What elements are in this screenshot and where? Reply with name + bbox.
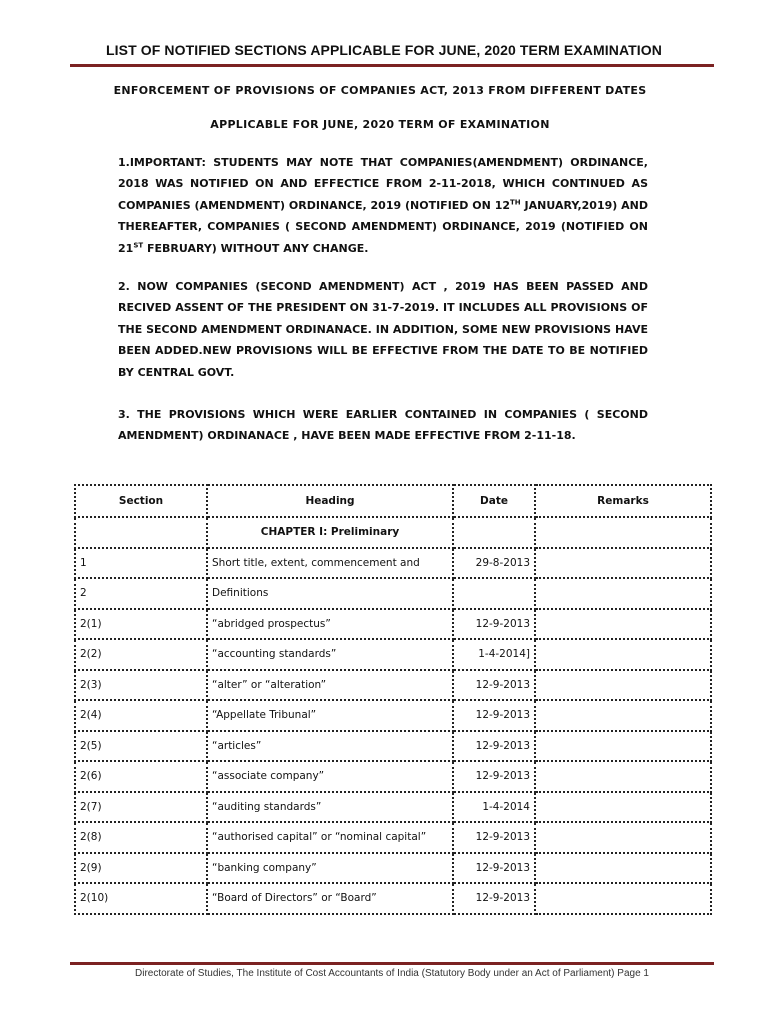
provisions-effective-paragraph: 3. THE PROVISIONS WHICH WERE EARLIER CONTAINED IN COMPANIES ( SECOND AMENDMENT) ORDINANACE , HAVE BEEN MADE EFFECTIVE FROM 2-11-18. <box>118 408 648 443</box>
date-cell: 12-9-2013 <box>453 700 535 731</box>
remarks-cell <box>535 792 711 823</box>
heading-cell: “Board of Directors” or “Board” <box>207 883 453 914</box>
date-cell: 29-8-2013 <box>453 548 535 579</box>
section-cell: 2(6) <box>75 761 207 792</box>
chapter-date-cell <box>453 517 535 548</box>
table-row <box>75 639 711 670</box>
column-header-section: Section <box>75 485 207 517</box>
page-footer: Directorate of Studies, The Institute of Cost Accountants of India (Statutory Body under an Act of Parliament) Page 1 <box>135 968 649 979</box>
section-cell: 2(7) <box>75 792 207 823</box>
second-amendment-paragraph: 2. NOW COMPANIES (SECOND AMENDMENT) ACT , 2019 HAS BEEN PASSED AND RECIVED ASSENT OF THE PRESIDENT ON 31-7-2019. IT INCLUDES ALL PROVISIONS OF THE SECOND AMENDMENT ORDINANACE. IN ADDITION, SOME NEW PROVISIONS HAVE BEEN ADDED.NEW PROVISIONS WILL BE EFFECTIVE FROM THE DATE TO BE NOTIFIED BY CENTRAL GOVT. <box>118 280 648 379</box>
table-row <box>75 578 711 609</box>
table-row <box>75 548 711 579</box>
date-cell: 12-9-2013 <box>453 731 535 762</box>
page-title: LIST OF NOTIFIED SECTIONS APPLICABLE FOR JUNE, 2020 TERM EXAMINATION <box>106 42 662 58</box>
section-cell: 2(8) <box>75 822 207 853</box>
remarks-cell <box>535 761 711 792</box>
para1-superscript-st: ST <box>133 240 144 249</box>
chapter-heading: CHAPTER I: Preliminary <box>207 517 453 548</box>
important-note-paragraph <box>118 152 648 259</box>
remarks-cell <box>535 822 711 853</box>
table-row <box>75 792 711 823</box>
date-cell: 1-4-2014] <box>453 639 535 670</box>
table-row <box>75 731 711 762</box>
remarks-cell <box>535 548 711 579</box>
heading-cell: “articles” <box>207 731 453 762</box>
table-row <box>75 883 711 914</box>
section-cell: 2(5) <box>75 731 207 762</box>
footer-divider <box>70 962 714 965</box>
column-header-heading: Heading <box>207 485 453 517</box>
chapter-row <box>75 517 711 548</box>
table-row <box>75 853 711 884</box>
remarks-cell <box>535 609 711 640</box>
section-cell: 2(3) <box>75 670 207 701</box>
table-row <box>75 700 711 731</box>
heading-cell: “Appellate Tribunal” <box>207 700 453 731</box>
remarks-cell <box>535 639 711 670</box>
section-cell: 2(4) <box>75 700 207 731</box>
date-cell: 12-9-2013 <box>453 822 535 853</box>
date-cell: 12-9-2013 <box>453 609 535 640</box>
chapter-remarks-cell <box>535 517 711 548</box>
remarks-cell <box>535 670 711 701</box>
date-cell: 12-9-2013 <box>453 853 535 884</box>
section-cell: 2(1) <box>75 609 207 640</box>
para1-part-a: 1.IMPORTANT: STUDENTS MAY NOTE THAT COMPANIES(AMENDMENT) ORDINANCE, 2018 WAS NOTIFIED ON AND EFFECTICE FROM 2-11-2018, WHICH CONTINUED AS COMPANIES (AMENDMENT) ORDINANCE, 2019 (NOTIFIED ON 12 <box>118 156 648 212</box>
heading-cell: “authorised capital” or “nominal capital” <box>207 822 453 853</box>
date-cell <box>453 578 535 609</box>
para1-part-c: FEBRUARY) WITHOUT ANY CHANGE. <box>143 241 369 255</box>
section-cell: 2(10) <box>75 883 207 914</box>
remarks-cell <box>535 578 711 609</box>
heading-cell: “alter” or “alteration” <box>207 670 453 701</box>
enforcement-heading: ENFORCEMENT OF PROVISIONS OF COMPANIES ACT, 2013 FROM DIFFERENT DATES <box>113 84 647 97</box>
remarks-cell <box>535 853 711 884</box>
para1-superscript-th: TH <box>510 198 521 207</box>
table-row <box>75 761 711 792</box>
section-cell: 2 <box>75 578 207 609</box>
column-header-date: Date <box>453 485 535 517</box>
date-cell: 1-4-2014 <box>453 792 535 823</box>
heading-cell: “banking company” <box>207 853 453 884</box>
chapter-section-cell <box>75 517 207 548</box>
remarks-cell <box>535 731 711 762</box>
date-cell: 12-9-2013 <box>453 670 535 701</box>
para1-part-b: JANUARY,2019) AND THEREAFTER, COMPANIES ( SECOND AMENDMENT) ORDINANCE, 2019 (NOTIFIED ON 21 <box>118 198 648 255</box>
heading-cell: “auditing standards” <box>207 792 453 823</box>
heading-cell: Definitions <box>207 578 453 609</box>
date-cell: 12-9-2013 <box>453 883 535 914</box>
table-header-row <box>75 485 711 517</box>
table-row <box>75 670 711 701</box>
date-cell: 12-9-2013 <box>453 761 535 792</box>
table-row <box>75 822 711 853</box>
heading-cell: “abridged prospectus” <box>207 609 453 640</box>
heading-cell: “associate company” <box>207 761 453 792</box>
heading-cell: Short title, extent, commencement and <box>207 548 453 579</box>
section-cell: 1 <box>75 548 207 579</box>
table-row <box>75 609 711 640</box>
applicable-heading: APPLICABLE FOR JUNE, 2020 TERM OF EXAMINATION <box>210 118 550 131</box>
remarks-cell <box>535 700 711 731</box>
sections-table <box>74 484 712 915</box>
section-cell: 2(9) <box>75 853 207 884</box>
title-divider <box>70 64 714 67</box>
column-header-remarks: Remarks <box>535 485 711 517</box>
heading-cell: “accounting standards” <box>207 639 453 670</box>
section-cell: 2(2) <box>75 639 207 670</box>
remarks-cell <box>535 883 711 914</box>
